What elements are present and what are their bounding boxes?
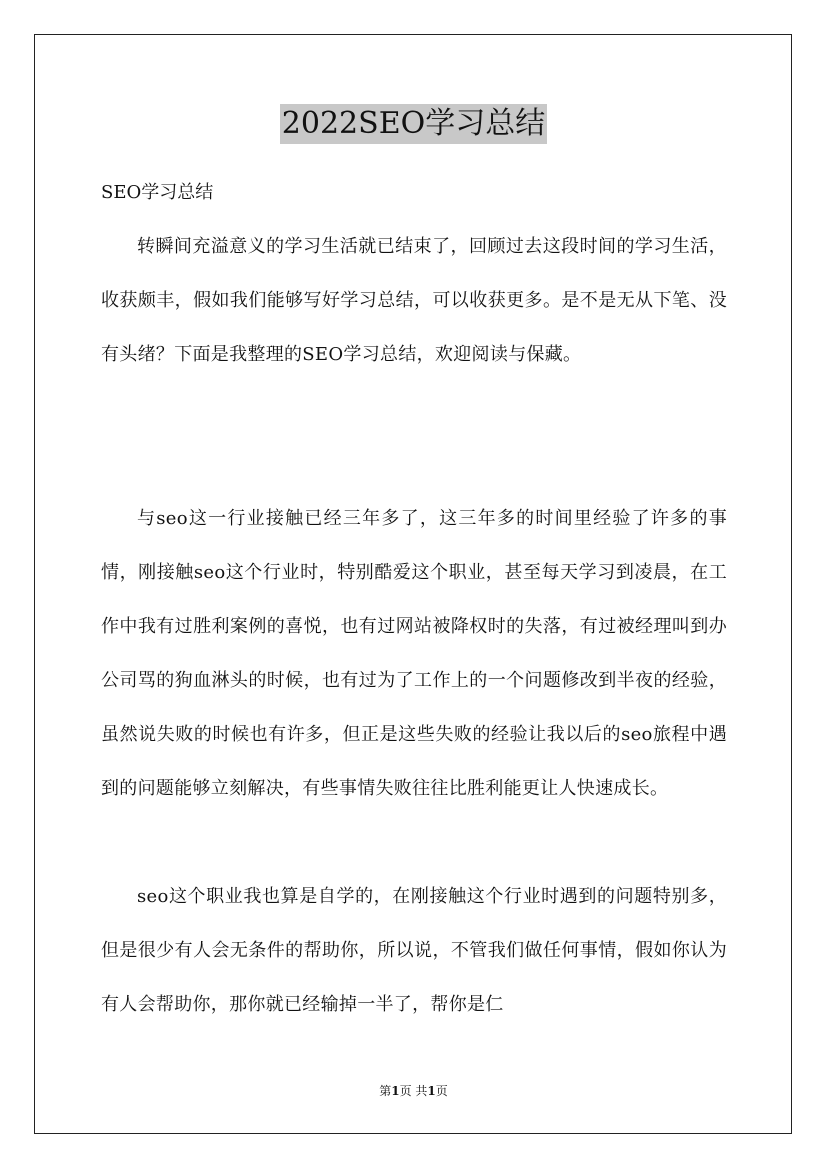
footer-suffix: 页 — [435, 1084, 448, 1098]
footer-total-pages: 1 — [427, 1084, 436, 1098]
paragraph-2: 与seo这一行业接触已经三年多了，这三年多的时间里经验了许多的事情，刚接触seo这个行业时，特别酷爱这个职业，甚至每天学习到凌晨，在工作中我有过胜利案例的喜悦，也有过网站被降权时的失落，有过被经理叫到办公司骂的狗血淋头的时候，也有过为了工作上的一个问题修改到半夜的经验，虽然说失败的时候也有许多，但正是这些失败的经验让我以后的seo旅程中遇到的问题能够立刻解决，有些事情失败往往比胜利能更让人快速成长。 — [101, 508, 727, 799]
document-title: 2022SEO学习总结 — [280, 104, 547, 144]
footer-prefix: 第 — [379, 1084, 392, 1098]
footer-current-page: 1 — [391, 1084, 400, 1098]
paragraph-1: 转瞬间充溢意义的学习生活就已结束了，回顾过去这段时间的学习生活，收获颇丰，假如我们能够写好学习总结，可以收获更多。是不是无从下笔、没有头绪？下面是我整理的SEO学习总结，欢迎阅读与保藏。 — [101, 236, 727, 365]
footer-mid: 页 共 — [399, 1084, 428, 1098]
paragraph-3: seo这个职业我也算是自学的，在刚接触这个行业时遇到的问题特别多，但是很少有人会无条件的帮助你，所以说，不管我们做任何事情，假如你认为有人会帮助你，那你就已经输掉一半了，帮你是仁 — [101, 886, 727, 1015]
page-footer — [0, 1083, 827, 1099]
section-heading: SEO学习总结 — [101, 182, 214, 203]
title-area — [0, 104, 827, 144]
